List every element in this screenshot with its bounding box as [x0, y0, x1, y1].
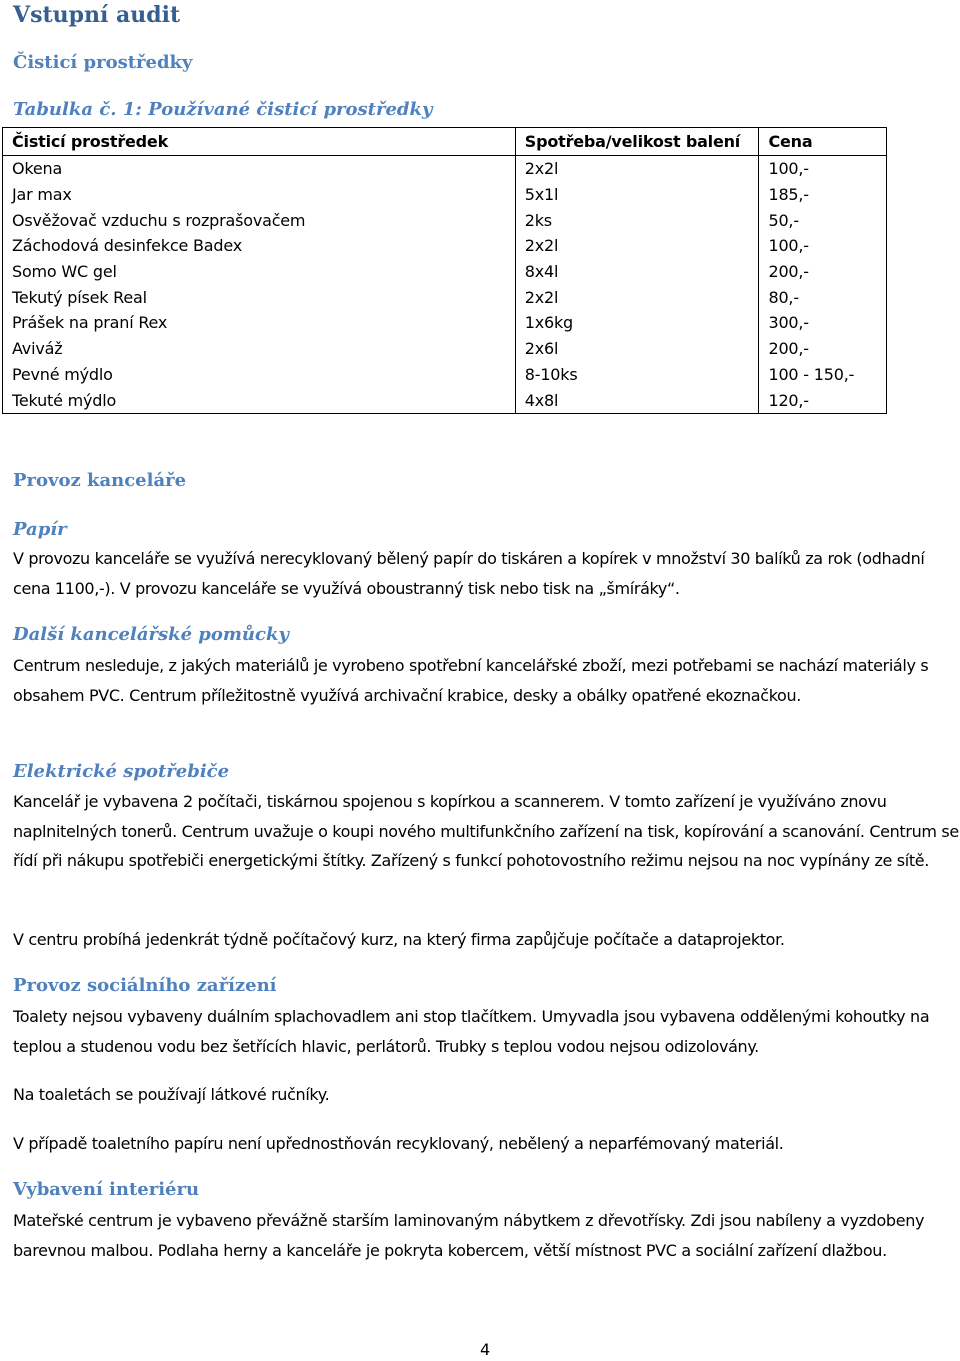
table-row [3, 310, 887, 336]
table-cell: Osvěžovač vzduchu s rozprašovačem [3, 207, 516, 233]
table-row [3, 362, 887, 388]
table-cell: 300,- [759, 310, 887, 336]
page-number: 4 [480, 1340, 491, 1359]
paragraph-paper: V provozu kanceláře se využívá nerecyklovaný bělený papír do tiskáren a kopírek v množství 30 balíků za rok (odhadní cena 1100,-). V provozu kanceláře se využívá oboustranný tisk nebo tisk na „šmíráky“. [13, 549, 925, 598]
heading-sanitary: Provoz sociálního zařízení [13, 975, 277, 996]
table-header-cell: Spotřeba/velikost balení [515, 128, 759, 156]
table-cell: 185,- [759, 182, 887, 208]
table-cell: Okena [3, 156, 516, 182]
page-title: Vstupní audit [13, 2, 181, 28]
table-cell: 200,- [759, 336, 887, 362]
table-cell: 1x6kg [515, 310, 759, 336]
table-row [3, 284, 887, 310]
table-cell: 100,- [759, 233, 887, 259]
paragraph-computer-course: V centru probíhá jedenkrát týdně počítačový kurz, na který firma zapůjčuje počítače a dataprojektor. [13, 930, 785, 949]
paragraph-office-supplies: Centrum nesleduje, z jakých materiálů je vyrobeno spotřební kancelářské zboží, mezi potřebami se nachází materiály s obsahem PVC. Centrum příležitostně využívá archivační krabice, desky a obálky opatřené ekoznačkou. [13, 656, 929, 705]
table-header-row [3, 128, 887, 156]
paragraph-towels: Na toaletách se používají látkové ručníky. [13, 1085, 330, 1104]
table-cell: 80,- [759, 284, 887, 310]
table-cell: 100 - 150,- [759, 362, 887, 388]
table-row [3, 387, 887, 413]
table-row [3, 259, 887, 285]
table-cell: 5x1l [515, 182, 759, 208]
table-cell: 200,- [759, 259, 887, 285]
table-row [3, 207, 887, 233]
paragraph-interior: Mateřské centrum je vybaveno převážně starším laminovaným nábytkem z dřevotřísky. Zdi jsou nabíleny a vyzdobeny barevnou malbou. Podlaha herny a kanceláře je pokryta kobercem, větší místnost PVC a sociální zařízení dlažbou. [13, 1211, 925, 1260]
table-header-cell: Cena [759, 128, 887, 156]
heading-cleaning: Čisticí prostředky [13, 52, 193, 73]
paragraph-sanitary: Toalety nejsou vybaveny duálním splachovadlem ani stop tlačítkem. Umyvadla jsou vybavena oddělenými kohoutky na teplou a studenou vodu bez šetřících hlavic, perlátorů. Trubky s teplou vodou nejsou odizolovány. [13, 1007, 930, 1056]
heading-office: Provoz kanceláře [13, 470, 187, 491]
table-cell: 2x2l [515, 233, 759, 259]
table-row [3, 156, 887, 182]
table-cell: 2x2l [515, 284, 759, 310]
table-header-cell: Čisticí prostředek [3, 128, 516, 156]
table-cell: 8-10ks [515, 362, 759, 388]
table-cell: Tekuté mýdlo [3, 387, 516, 413]
table-cell: Tekutý písek Real [3, 284, 516, 310]
table-row [3, 233, 887, 259]
table-row [3, 336, 887, 362]
table-cell: Somo WC gel [3, 259, 516, 285]
table-cell: 50,- [759, 207, 887, 233]
heading-paper: Papír [13, 519, 67, 540]
table-cell: 2x6l [515, 336, 759, 362]
table-cell: 2ks [515, 207, 759, 233]
heading-interior: Vybavení interiéru [13, 1179, 200, 1200]
table-cell: Pevné mýdlo [3, 362, 516, 388]
heading-appliances: Elektrické spotřebiče [13, 761, 230, 782]
table-cell: 2x2l [515, 156, 759, 182]
table-cell: 100,- [759, 156, 887, 182]
table-cell: Záchodová desinfekce Badex [3, 233, 516, 259]
table-row [3, 182, 887, 208]
table-cell: 120,- [759, 387, 887, 413]
paragraph-toilet-paper: V případě toaletního papíru není upřednostňován recyklovaný, nebělený a neparfémovaný materiál. [13, 1134, 784, 1153]
table-cell: Aviváž [3, 336, 516, 362]
paragraph-appliances: Kancelář je vybavena 2 počítači, tiskárnou spojenou s kopírkou a scannerem. V tomto zařízení je využíváno znovu naplnitelných tonerů. Centrum uvažuje o koupi nového multifunkčního zařízení na tisk, kopírování a scanování. Centrum se řídí při nákupu spotřebiči energetickými štítky. Zařízený s funkcí pohotovostního režimu nejsou na noc vypínány ze sítě. [13, 792, 959, 870]
table-cell: 4x8l [515, 387, 759, 413]
cleaning-products-table [2, 127, 887, 414]
table-cell: 8x4l [515, 259, 759, 285]
table-caption: Tabulka č. 1: Používané čisticí prostředky [13, 99, 433, 120]
heading-office-supplies: Další kancelářské pomůcky [13, 624, 289, 645]
table-cell: Prášek na praní Rex [3, 310, 516, 336]
table-cell: Jar max [3, 182, 516, 208]
